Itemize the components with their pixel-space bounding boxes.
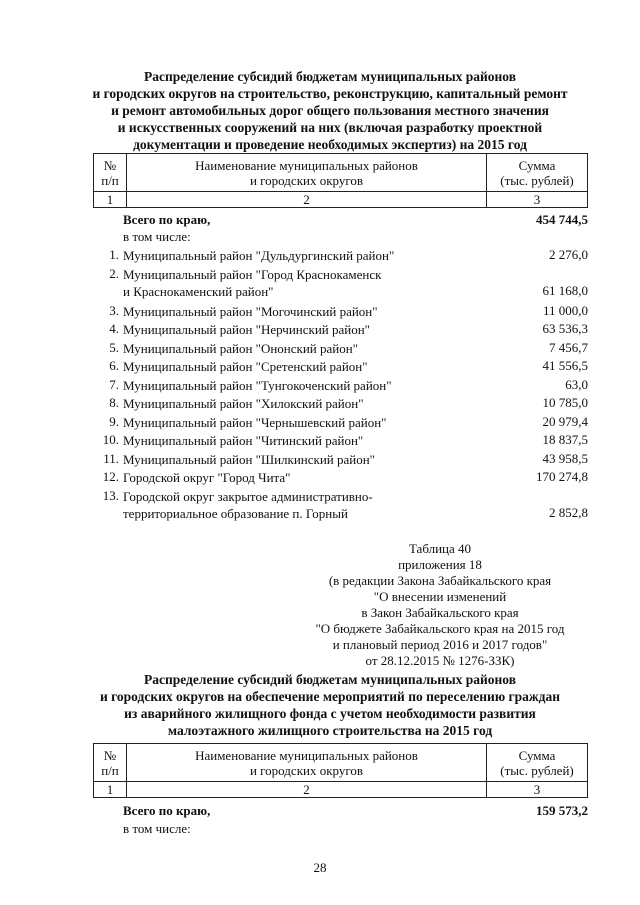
- row-name-line: Городской округ закрытое административно-: [123, 488, 373, 504]
- row-value: 2 276,0: [549, 247, 588, 262]
- row-number: 12.: [102, 469, 119, 484]
- table-row: [93, 303, 588, 320]
- title-line: и городских округов на строительство, реконструкцию, капитальный ремонт: [92, 86, 568, 101]
- table-row: [93, 395, 588, 412]
- row-name-line: Муниципальный район "Читинский район": [123, 433, 364, 448]
- title-line: и искусственных сооружений на них (включая разработку проектной: [117, 120, 543, 135]
- section2-title: [80, 671, 580, 739]
- row-value: 170 274,8: [536, 469, 588, 484]
- row-value: 43 958,5: [542, 450, 588, 466]
- header-col-index: 3: [487, 192, 588, 208]
- row-value: 63 536,3: [542, 321, 588, 336]
- table-row: [93, 247, 588, 264]
- note-line: Таблица 40: [408, 541, 472, 556]
- row-number: 3.: [109, 302, 119, 318]
- row-name: [123, 395, 453, 412]
- table-row: [93, 451, 588, 468]
- table-row: [93, 321, 588, 338]
- header-col-index: 2: [127, 782, 487, 798]
- row-name: [123, 432, 453, 449]
- page-number: 28: [313, 860, 327, 875]
- total-value: 159 573,2: [536, 803, 588, 818]
- row-name-line: Муниципальный район "Хилокский район": [123, 396, 364, 411]
- row-name-line: территориальное образование п. Горный: [123, 505, 348, 521]
- row-value: 61 168,0: [542, 282, 588, 298]
- header-col-index: 2: [127, 192, 487, 208]
- row-number: 7.: [109, 376, 119, 392]
- row-name: [123, 451, 453, 468]
- row-value: 11 000,0: [542, 302, 588, 318]
- row-name-line: Муниципальный район "Сретенский район": [123, 359, 368, 374]
- row-name: [123, 358, 453, 375]
- note-line: (в редакции Закона Забайкальского края: [328, 573, 552, 588]
- title-line: из аварийного жилищного фонда с учетом необходимости развития: [124, 706, 536, 721]
- total-label: Всего по краю,: [123, 803, 211, 818]
- row-number: 6.: [109, 358, 119, 373]
- row-number: 1.: [109, 247, 119, 262]
- row-name: [123, 488, 453, 522]
- section1-title: [80, 68, 580, 153]
- table-row: [93, 358, 588, 375]
- total-label: Всего по краю,: [123, 212, 211, 227]
- title-line: Распределение субсидий бюджетам муниципальных районов: [143, 69, 517, 84]
- header-num: № п/п: [94, 744, 127, 782]
- row-name-line: Муниципальный район "Нерчинский район": [123, 322, 370, 337]
- table-row: [93, 432, 588, 449]
- note-line: "О бюджете Забайкальского края на 2015 год: [315, 621, 565, 636]
- row-name: [123, 414, 453, 431]
- row-number: 13.: [102, 487, 119, 503]
- note-line: "О внесении изменений: [373, 589, 507, 604]
- title-line: Распределение субсидий бюджетам муниципальных районов: [143, 672, 517, 687]
- row-number: 4.: [109, 321, 119, 336]
- header-name: Наименование муниципальных районов и городских округов: [127, 154, 487, 192]
- table-row: [93, 488, 588, 522]
- note-line: от 28.12.2015 № 1276-ЗЗК): [365, 653, 515, 668]
- total-value: 454 744,5: [536, 212, 588, 227]
- title-line: документации и проведение необходимых экспертиз) на 2015 год: [133, 137, 527, 152]
- header-sum: Сумма (тыс. рублей): [487, 744, 588, 782]
- section2-table-header: [93, 743, 588, 798]
- row-name-line: Муниципальный район "Город Краснокаменск: [123, 266, 382, 282]
- row-value: 63,0: [565, 376, 588, 392]
- row-value: 2 852,8: [549, 504, 588, 520]
- table-row: [93, 469, 588, 486]
- row-value: 20 979,4: [542, 413, 588, 429]
- table-row: [93, 414, 588, 431]
- row-number: 2.: [109, 265, 119, 281]
- row-name: [123, 321, 453, 338]
- row-name-line: Городской округ "Город Чита": [123, 470, 291, 485]
- note-line: в Закон Забайкальского края: [361, 605, 519, 620]
- row-name: [123, 340, 453, 357]
- title-line: и городских округов на обеспечение мероприятий по переселению граждан: [99, 689, 561, 704]
- header-name: Наименование муниципальных районов и городских округов: [127, 744, 487, 782]
- row-number: 11.: [103, 450, 119, 466]
- row-name-line: Муниципальный район "Тунгокоченский район": [123, 377, 392, 393]
- row-number: 9.: [109, 413, 119, 429]
- table-row: [93, 266, 588, 300]
- row-name-line: и Краснокаменский район": [123, 283, 274, 299]
- title-line: малоэтажного жилищного строительства на 2015 год: [167, 723, 493, 738]
- table-row: [93, 377, 588, 394]
- row-name-line: Муниципальный район "Ононский район": [123, 340, 359, 356]
- row-number: 10.: [102, 432, 119, 447]
- section1-table-header: [93, 153, 588, 208]
- row-name: [123, 469, 453, 486]
- row-number: 5.: [109, 339, 119, 355]
- header-sum: Сумма (тыс. рублей): [487, 154, 588, 192]
- header-col-index: 1: [94, 192, 127, 208]
- row-name: [123, 266, 453, 300]
- note-line: и плановый период 2016 и 2017 годов": [332, 637, 548, 652]
- row-value: 7 456,7: [549, 339, 588, 355]
- header-col-index: 3: [487, 782, 588, 798]
- row-value: 18 837,5: [542, 432, 588, 447]
- note-line: приложения 18: [398, 557, 482, 572]
- header-num: № п/п: [94, 154, 127, 192]
- title-line: и ремонт автомобильных дорог общего пользования местного значения: [111, 103, 549, 118]
- row-name: [123, 303, 453, 320]
- row-name-line: Муниципальный район "Чернышевский район": [123, 414, 387, 430]
- row-number: 8.: [109, 395, 119, 410]
- document-page: Распределение субсидий бюджетам муниципальных районов и городских округов на строительство, реконструкцию, капитальный ремонт и ремонт автомобильных дорог общего пользования местного значения и искусственных сооружений на них (включая разработку проектной документации и проведение необходимых экспертиз) на 2015 год № п/п Наименование муниципальных районов и городских округов Сумма (тыс. рублей) 1 2 3 Всего по краю, 454 744,5 в том числе: 1. Муниципальный район "Дульдургинский район" 2 276,0 2. Муниципальный район "Город Краснокаменск и Краснокаменский район" 61 168,0 3. Муниципальный район "Могочинский район" 11 000,0 4. Муниципальный район "Нерчинский район" 63 536,3 5. Муниципальный район "Ононский район" 7 456,7 6. Муниципальный район "Сретенский район" 41 556,5 7. Муниципальный район "Тунгокоченский район" 63,0 8. Муниципальный район "Хилокский район" 10 785,0 9. Муниципальный район "Чернышевский район" 20 979,4 10. Муниципальный район "Читинский район" 18 837,5 11. Муниципальный район "Шилкинский район" 43 958,5 12. Городской округ "Город Чита" 170 274,8 13. Городской округ закрытое административно- территориальное образование п. Горный 2 852,8 Таблица 40 приложения 18 (в редакции Закона Забайкальского края "О внесении изменений в Закон Забайкальского края "О бюджете Забайкальского края на 2015 год и плановый период 2016 и 2017 годов" от 28.12.2015 № 1276-ЗЗК) Распределение субсидий бюджетам муниципальных районов и городских округов на обеспечение мероприятий по переселению граждан из аварийного жилищного фонда с учетом необходимости развития малоэтажного жилищного строительства на 2015 год № п/п Наименование муниципальных районов и городских округов Сумма (тыс. рублей) 1 2 3 Всего по краю, 159 573,2 в том числе: 28: [0, 0, 640, 905]
- header-col-index: 1: [94, 782, 127, 798]
- row-name: [123, 247, 453, 264]
- row-name-line: Муниципальный район "Могочинский район": [123, 303, 378, 319]
- table-note: [290, 541, 590, 669]
- row-value: 41 556,5: [542, 358, 588, 373]
- table-row: [93, 340, 588, 357]
- row-value: 10 785,0: [542, 395, 588, 410]
- row-name-line: Муниципальный район "Шилкинский район": [123, 451, 375, 467]
- row-name-line: Муниципальный район "Дульдургинский район": [123, 248, 395, 263]
- row-name: [123, 377, 453, 394]
